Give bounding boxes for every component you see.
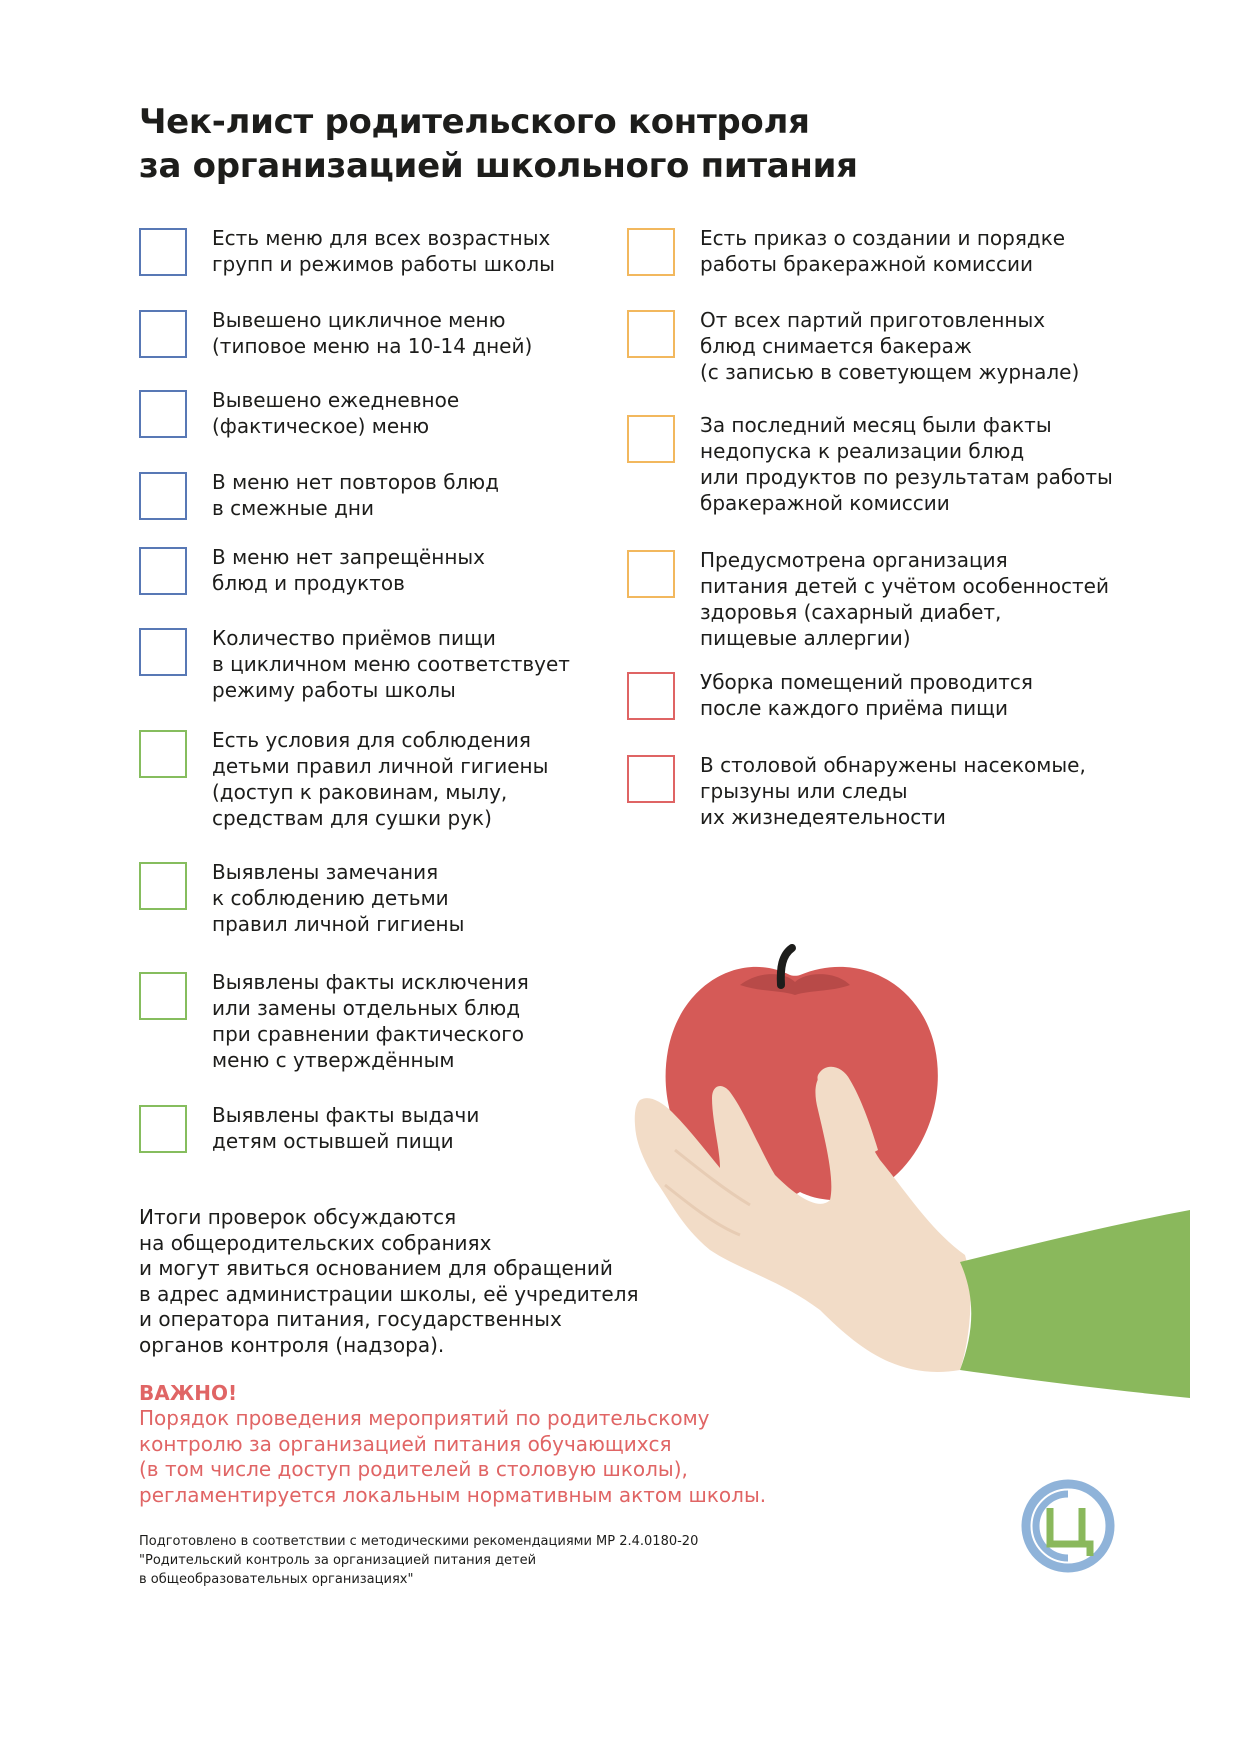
summary-line: органов контроля (надзора). xyxy=(139,1332,445,1357)
checklist-item-line: блюд снимается бакераж xyxy=(700,334,972,358)
checklist-item-line: детям остывшей пищи xyxy=(212,1129,454,1153)
checklist-item-line: в цикличном меню соответствует xyxy=(212,652,570,676)
checklist-item-line: (фактическое) меню xyxy=(212,414,430,438)
checklist-item-line: их жизнедеятельности xyxy=(700,805,946,829)
checklist-item-line: средствам для сушки рук) xyxy=(212,806,492,830)
checklist-item-line: В меню нет запрещённых xyxy=(212,545,486,569)
checklist-item-line: детьми правил личной гигиены xyxy=(212,754,549,778)
checklist-item-text xyxy=(212,387,459,439)
checklist-item-line: работы бракеражной комиссии xyxy=(700,252,1034,276)
checklist-item-text xyxy=(212,727,548,831)
checklist-item-line: (типовое меню на 10-14 дней) xyxy=(212,334,533,358)
checkbox[interactable] xyxy=(139,972,187,1020)
logo-c-icon xyxy=(1020,1478,1116,1574)
checklist-item-line: Вывешено ежедневное xyxy=(212,388,460,412)
checklist-item-line: к соблюдению детьми xyxy=(212,886,449,910)
checkbox[interactable] xyxy=(627,550,675,598)
checklist-item-line: здоровья (сахарный диабет, xyxy=(700,600,1002,624)
footer-note xyxy=(139,1532,698,1589)
checklist-item-text xyxy=(700,752,1086,830)
checklist-item-line: (с записью в советующем журнале) xyxy=(700,360,1080,384)
checklist-item-text xyxy=(700,225,1065,277)
important-text-line: регламентируется локальным нормативным актом школы. xyxy=(139,1482,767,1507)
checkbox[interactable] xyxy=(627,415,675,463)
summary-line: в адрес администрации школы, её учредителя xyxy=(139,1281,639,1306)
important-text xyxy=(139,1406,766,1508)
summary-line: Итоги проверок обсуждаются xyxy=(139,1205,457,1229)
checklist-item-line: питания детей с учётом особенностей xyxy=(700,574,1109,598)
checklist-item-text xyxy=(700,547,1109,651)
checklist-item-line: меню с утверждённым xyxy=(212,1048,455,1072)
checklist-item-line: Есть меню для всех возрастных xyxy=(212,226,551,250)
checklist-item-line: бракеражной комиссии xyxy=(700,491,950,515)
checklist-item-line: или замены отдельных блюд xyxy=(212,996,521,1020)
checklist-item-line: Есть приказ о создании и порядке xyxy=(700,226,1066,250)
checklist-item-line: (доступ к раковинам, мылу, xyxy=(212,780,508,804)
checkbox[interactable] xyxy=(627,228,675,276)
checklist-item-line: в смежные дни xyxy=(212,496,374,520)
checklist-item-line: Уборка помещений проводится xyxy=(700,670,1033,694)
checklist-item-line: при сравнении фактического xyxy=(212,1022,524,1046)
checklist-item-line: В меню нет повторов блюд xyxy=(212,470,499,494)
important-text-line: контролю за организацией питания обучающихся xyxy=(139,1431,672,1456)
checklist-item-line: правил личной гигиены xyxy=(212,912,465,936)
important-title: ВАЖНО! xyxy=(139,1381,238,1405)
checkbox[interactable] xyxy=(139,547,187,595)
checklist-item-text xyxy=(700,669,1033,721)
checklist-item-line: За последний месяц были факты xyxy=(700,413,1052,437)
checkbox[interactable] xyxy=(139,228,187,276)
checklist-item-line: Количество приёмов пищи xyxy=(212,626,496,650)
checkbox[interactable] xyxy=(627,310,675,358)
checklist-item-line: В столовой обнаружены насекомые, xyxy=(700,753,1086,777)
important-text-line: (в том числе доступ родителей в столовую школы), xyxy=(139,1457,688,1482)
checklist-item-line: Выявлены замечания xyxy=(212,860,439,884)
checklist-item-line: блюд и продуктов xyxy=(212,571,405,595)
checklist-item-text xyxy=(212,225,555,277)
hand-holding-apple-icon xyxy=(620,930,1190,1400)
checklist-item-text xyxy=(700,412,1113,516)
checklist-item-line: Вывешено цикличное меню xyxy=(212,308,506,332)
checklist-item-line: Есть условия для соблюдения xyxy=(212,728,531,752)
checkbox[interactable] xyxy=(139,1105,187,1153)
title-line-1: Чек-лист родительского контроля xyxy=(139,102,810,142)
checklist-item-line: От всех партий приготовленных xyxy=(700,308,1046,332)
checklist-item-text xyxy=(212,625,570,703)
checklist-item-line: недопуска к реализации блюд xyxy=(700,439,1025,463)
summary-text xyxy=(139,1205,639,1359)
title-line-2: за организацией школьного питания xyxy=(139,146,858,186)
checklist-item-line: Предусмотрена организация xyxy=(700,548,1008,572)
important-text-line: Порядок проведения мероприятий по родительскому xyxy=(139,1406,710,1430)
checklist-item-line: после каждого приёма пищи xyxy=(700,696,1008,720)
checklist-item-text xyxy=(212,969,529,1073)
summary-line: на общеродительских собраниях xyxy=(139,1230,492,1255)
checklist-item-line: Выявлены факты исключения xyxy=(212,970,529,994)
checkbox[interactable] xyxy=(139,628,187,676)
checklist-item-text xyxy=(700,307,1079,385)
svg-text:Ц: Ц xyxy=(1068,1538,1069,1539)
summary-line: и оператора питания, государственных xyxy=(139,1307,562,1332)
checkbox[interactable] xyxy=(139,730,187,778)
footer-line: в общеобразовательных организациях" xyxy=(139,1572,414,1587)
checklist-item-line: или продуктов по результатам работы xyxy=(700,465,1113,489)
checkbox[interactable] xyxy=(627,755,675,803)
checklist-item-text xyxy=(212,1102,479,1154)
checkbox[interactable] xyxy=(139,310,187,358)
footer-line: "Родительский контроль за организацией питания детей xyxy=(139,1553,537,1568)
checklist-item-line: Выявлены факты выдачи xyxy=(212,1103,480,1127)
checklist-item-line: режиму работы школы xyxy=(212,678,456,702)
checklist-item-text xyxy=(212,307,532,359)
checklist-item-line: групп и режимов работы школы xyxy=(212,252,555,276)
checkbox[interactable] xyxy=(139,472,187,520)
checklist-item-line: грызуны или следы xyxy=(700,779,908,803)
checklist-item-text xyxy=(212,544,485,596)
checkbox[interactable] xyxy=(139,390,187,438)
page-title xyxy=(139,100,858,188)
checkbox[interactable] xyxy=(139,862,187,910)
summary-line: и могут явиться основанием для обращений xyxy=(139,1256,613,1281)
checkbox[interactable] xyxy=(627,672,675,720)
checklist-item-line: пищевые аллергии) xyxy=(700,626,911,650)
checklist-item-text xyxy=(212,859,464,937)
checklist-item-text xyxy=(212,469,499,521)
footer-line: Подготовлено в соответствии с методическими рекомендациями МР 2.4.0180-20 xyxy=(139,1534,699,1549)
